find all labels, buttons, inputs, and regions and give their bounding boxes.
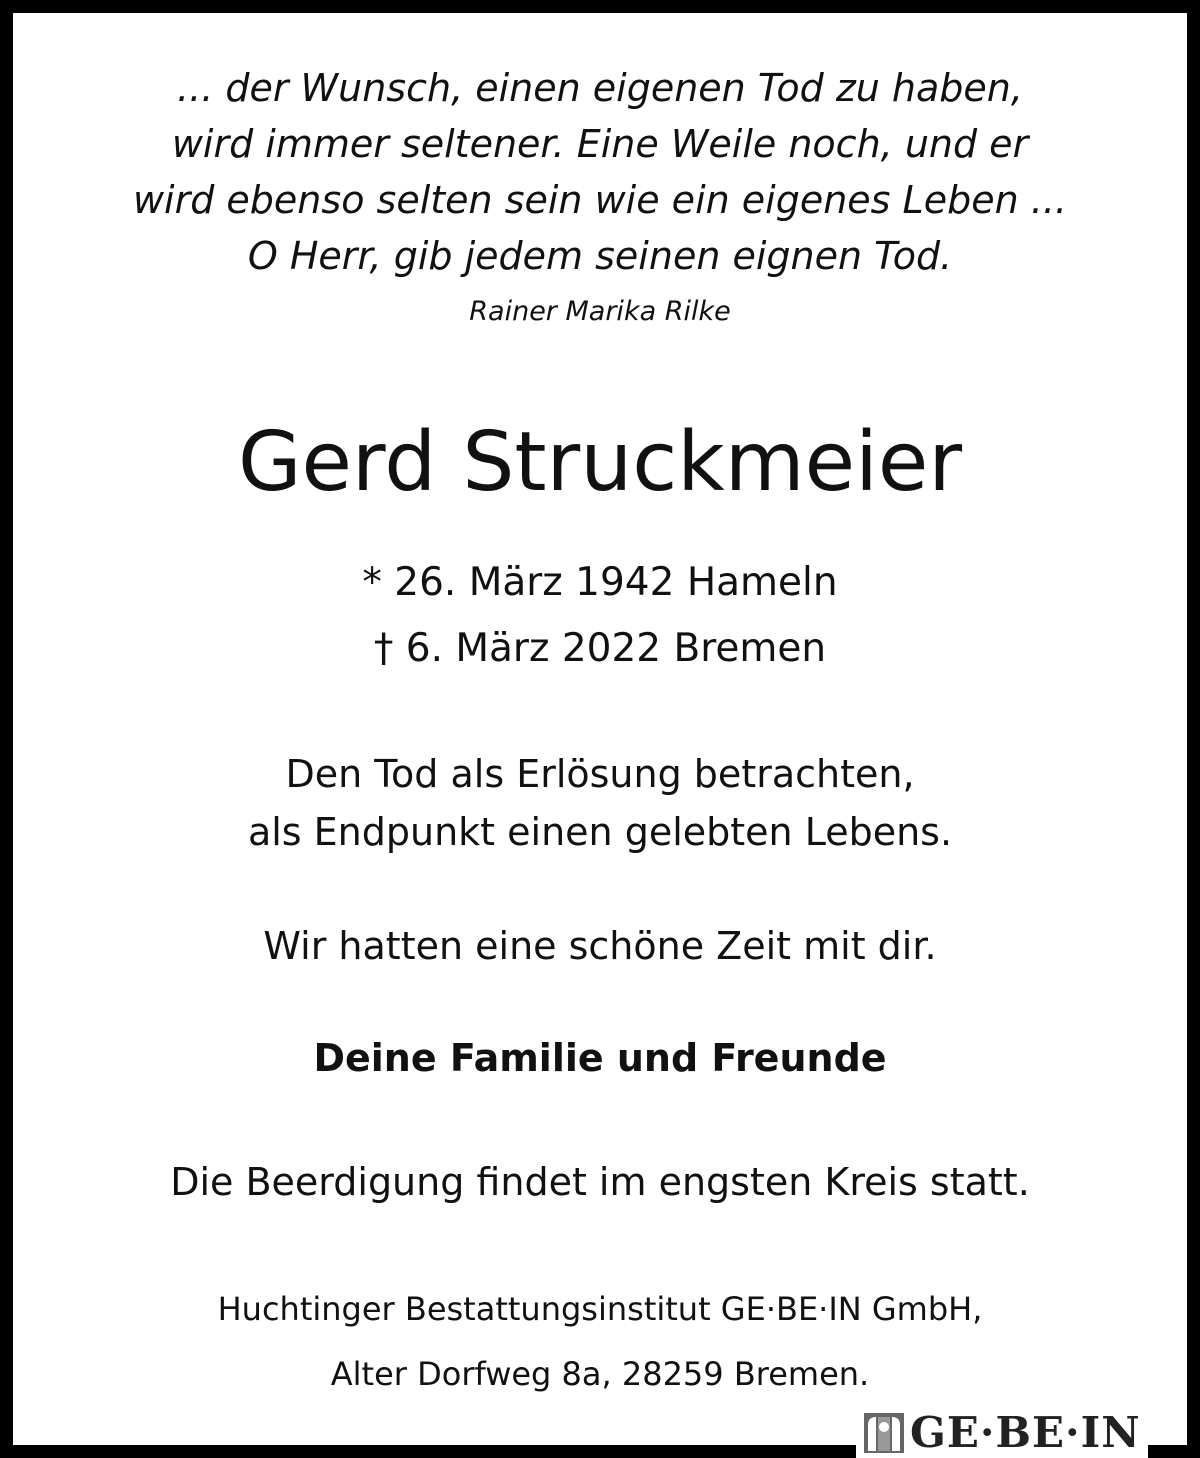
verse-line-1: Den Tod als Erlösung betrachten,	[285, 752, 915, 796]
quote-line-3: wird ebenso selten sein wie ein eigenes Leben ...	[132, 178, 1068, 222]
funeral-note: Die Beerdigung findet im engsten Kreis statt.	[170, 1160, 1030, 1204]
farewell-text: Wir hatten eine schöne Zeit mit dir.	[263, 924, 937, 968]
quote-line-2: wird immer seltener. Eine Weile noch, und er	[171, 122, 1029, 166]
quote-line-1: ... der Wunsch, einen eigenen Tod zu haben,	[177, 66, 1023, 110]
quote-author: Rainer Marika Rilke	[469, 296, 731, 327]
undertaker-address: Alter Dorfweg 8a, 28259 Bremen.	[330, 1355, 870, 1393]
verse-line-2: als Endpunkt einen gelebten Lebens.	[247, 810, 953, 854]
deceased-name: Gerd Struckmeier	[237, 415, 963, 510]
undertaker-name: Huchtinger Bestattungsinstitut GE·BE·IN GmbH,	[217, 1290, 983, 1328]
gebein-logo-icon	[864, 1411, 904, 1455]
signature: Deine Familie und Freunde	[313, 1036, 887, 1080]
death-date: † 6. März 2022 Bremen	[373, 626, 827, 671]
logo-text: GE·BE·IN	[910, 1408, 1141, 1457]
gebein-logo	[856, 1408, 1148, 1458]
quote-line-4: O Herr, gib jedem seinen eignen Tod.	[247, 234, 953, 278]
birth-date: * 26. März 1942 Hameln	[362, 560, 838, 605]
